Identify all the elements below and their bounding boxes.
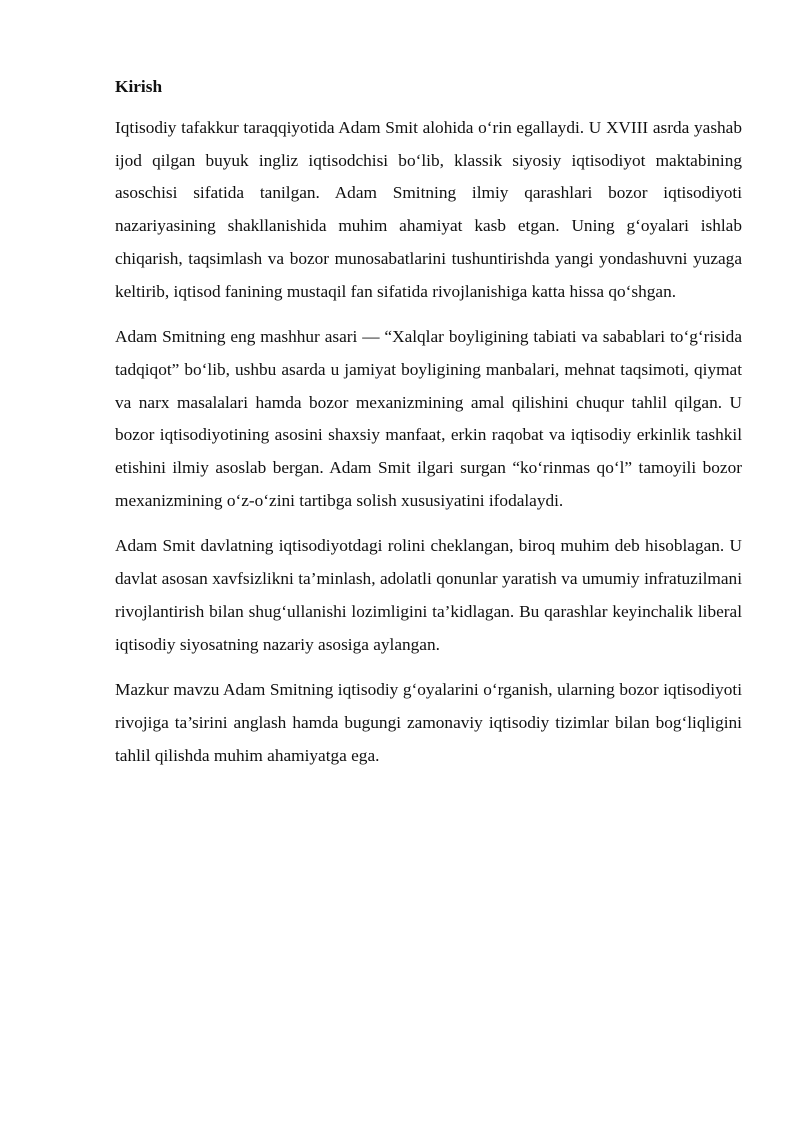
paragraph-2: Adam Smitning eng mashhur asari — “Xalqlar boyligining tabiati va sabablari to‘g‘risida tadqiqot” bo‘lib, ushbu asarda u jamiyat boyligining manbalari, mehnat taqsimoti, qiymat va narx masalalari hamda bozor mexanizmining amal qilishini chuqur tahlil qilgan. U bozor iqtisodiyotining asosini shaxsiy manfaat, erkin raqobat va iqtisodiy erkinlik tashkil etishini ilmiy asoslab bergan. Adam Smit ilgari surgan “ko‘rinmas qo‘l” tamoyili bozor mexanizmining o‘z-o‘zini tartibga solish xususiyatini ifodalaydi. [115, 327, 742, 510]
document-body [115, 74, 742, 785]
section-heading: Kirish [115, 77, 163, 96]
paragraph-4: Mazkur mavzu Adam Smitning iqtisodiy g‘oyalarini o‘rganish, ularning bozor iqtisodiyoti rivojiga ta’sirini anglash hamda bugungi zamonaviy iqtisodiy tizimlar bilan bog‘liqligini tahlil qilishda muhim ahamiyatga ega. [115, 680, 742, 765]
paragraph-1: Iqtisodiy tafakkur taraqqiyotida Adam Smit alohida o‘rin egallaydi. U XVIII asrda yashab ijod qilgan buyuk ingliz iqtisodchisi bo‘lib, klassik siyosiy iqtisodiyot maktabining asoschisi sifatida tanilgan. Adam Smitning ilmiy qarashlari bozor iqtisodiyoti nazariyasining shakllanishida muhim ahamiyat kasb etgan. Uning g‘oyalari ishlab chiqarish, taqsimlash va bozor munosabatlarini tushuntirishda yangi yondashuvni yuzaga keltirib, iqtisod fanining mustaqil fan sifatida rivojlanishiga katta hissa qo‘shgan. [115, 118, 742, 301]
paragraph-3: Adam Smit davlatning iqtisodiyotdagi rolini cheklangan, biroq muhim deb hisoblagan. U davlat asosan xavfsizlikni ta’minlash, adolatli qonunlar yaratish va umumiy infratuzilmani rivojlantirish bilan shug‘ullanishi lozimligini ta’kidlagan. Bu qarashlar keyinchalik liberal iqtisodiy siyosatning nazariy asosiga aylangan. [115, 536, 742, 654]
